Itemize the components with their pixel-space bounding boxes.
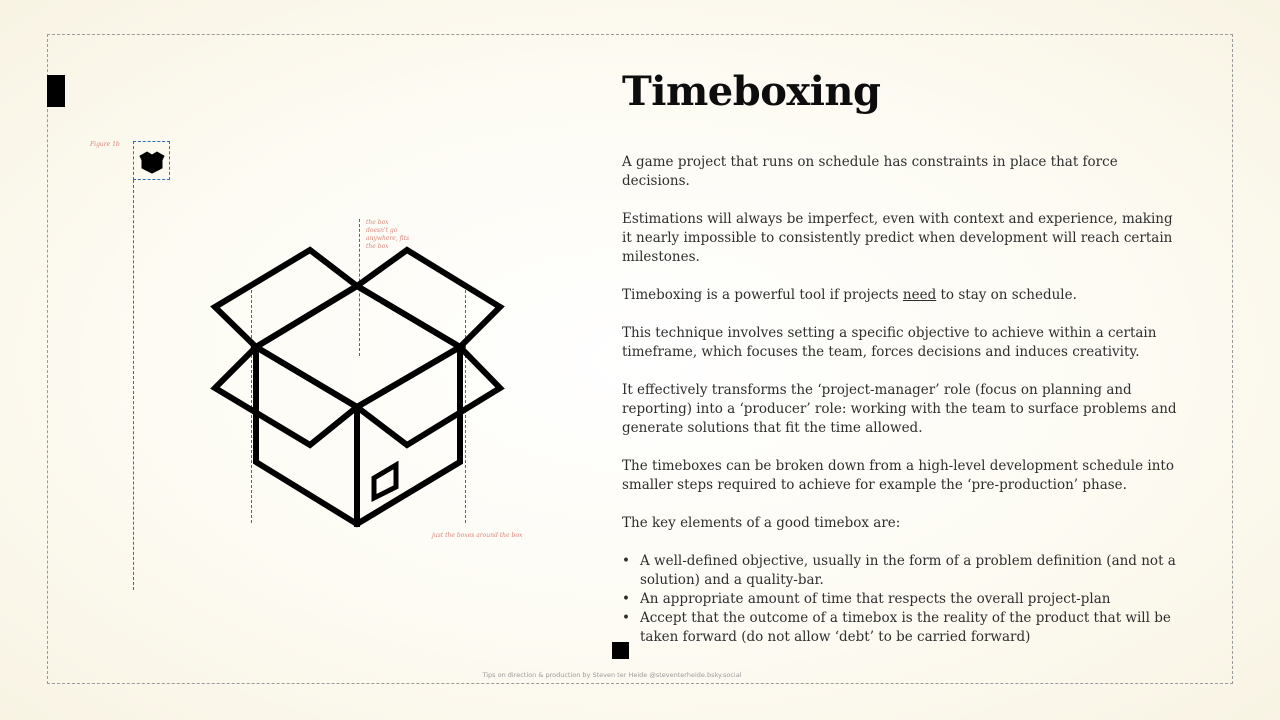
paragraph-text: to stay on schedule. (936, 287, 1077, 303)
open-box-illustration (200, 230, 523, 540)
page-title: Timeboxing (622, 68, 881, 115)
body-text (622, 153, 1182, 647)
list-item: • An appropriate amount of time that respects the overall project-plan (640, 590, 1182, 609)
figure-note: the box doesn't go anywhere, fits the box (366, 219, 410, 250)
open-box-icon (139, 147, 165, 175)
paragraph: The key elements of a good timebox are: (622, 515, 901, 531)
figure-note: Figure 1b (90, 141, 120, 148)
list-item: • A well-defined objective, usually in the form of a problem definition (and not a solution) and a quality-bar. (640, 552, 1182, 590)
footer-credit: Tips on direction & production by Steven ter Heide @steventerheide.bsky.social (482, 671, 742, 679)
figure-note: just the boxes around the box (432, 532, 523, 539)
paragraph: A game project that runs on schedule has constraints in place that force decisions. (622, 154, 1118, 189)
key-elements-list (622, 552, 1182, 647)
paragraph: This technique involves setting a specific objective to achieve within a certain timeframe, which focuses the team, forces decisions and induces creativity. (622, 325, 1157, 360)
paragraph (622, 286, 1182, 305)
footer (0, 671, 1280, 679)
list-item: • Accept that the outcome of a timebox is the reality of the product that will be taken forward (do not allow ‘debt’ to be carried forward) (640, 609, 1182, 647)
paragraph: Estimations will always be imperfect, even with context and experience, making it nearly impossible to consistently predict when development will reach certain milestones. (622, 211, 1173, 265)
guide-line (133, 180, 134, 590)
box-icon-frame (133, 141, 170, 180)
emphasis-need: need (902, 287, 937, 303)
corner-marker (47, 75, 65, 107)
paragraph: The timeboxes can be broken down from a high-level development schedule into smaller steps required to achieve for example the ‘pre-production’ phase. (622, 458, 1174, 493)
paragraph-text: Timeboxing is a powerful tool if projects (622, 287, 903, 303)
paragraph: It effectively transforms the ‘project-manager’ role (focus on planning and reporting) into a ‘producer’ role: working with the team to surface problems and generate solutions that fit the time allowed. (622, 382, 1177, 436)
